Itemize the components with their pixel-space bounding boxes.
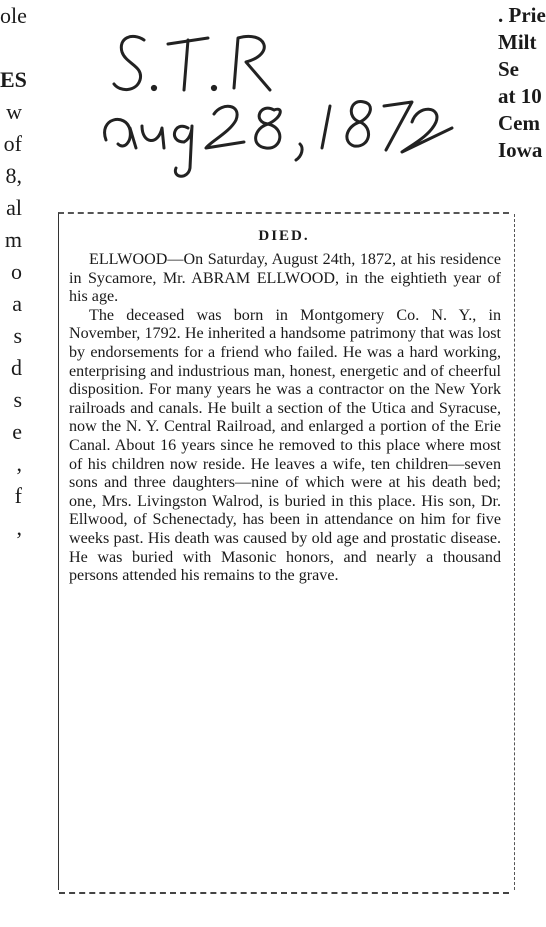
newspaper-clipping	[58, 212, 509, 890]
left-line: e	[12, 419, 22, 444]
clipping-edge	[514, 214, 515, 890]
obituary-text	[69, 251, 501, 586]
left-line: a	[12, 291, 22, 316]
right-line: at 10	[498, 84, 542, 108]
right-line: Cem	[498, 111, 540, 135]
left-line: of	[3, 131, 22, 156]
right-column-fragment	[498, 2, 546, 164]
left-line: ,	[16, 451, 22, 476]
left-line: s	[13, 387, 22, 412]
left-line: d	[11, 355, 22, 380]
left-line: al	[6, 195, 22, 220]
left-line: ,	[16, 515, 22, 540]
right-line: Iowa	[498, 138, 543, 162]
right-line: . Prie	[498, 3, 546, 27]
obituary-paragraph: ELLWOOD—On Saturday, August 24th, 1872, at his residence in Sycamore, Mr. ABRAM ELLWOOD, in the eightieth year of his age.	[69, 251, 501, 306]
right-line: Milt	[498, 30, 537, 54]
left-line: o	[11, 259, 22, 284]
clipping-bottom-edge	[59, 892, 509, 894]
obituary-headline: DIED.	[258, 228, 310, 244]
obituary-paragraph: The deceased was born in Montgomery Co. N. Y., in November, 1792. He inherited a handsome patrimony that was lost by endorsements for a friend who failed. He was a hard working, enterprising and industrious man, honest, energetic and of cheerful disposition. For many years he was a contractor on the New York railroads and canals. He built a section of the Utica and Syracuse, now the N. Y. Central Railroad, and enlarged a portion of the Erie Canal. About 16 years since he removed to this place where most of his children now reside. He leaves a wife, ten children—seven sons and three daughters—nine of which were at his death bed; one, Mrs. Livingston Walrod, is buried in this place. His son, Dr. Ellwood, of Schenectady, has been in attendance on him for five weeks past. His death was caused by old age and prostatic disease. He was buried with Masonic honors, and nearly a thousand persons attended his remains to the grave.	[69, 306, 501, 585]
left-line: w	[6, 99, 22, 124]
left-line: ES	[0, 67, 27, 92]
handwritten-annotation	[96, 18, 456, 198]
left-column-fragment	[0, 0, 27, 544]
left-line: 8,	[5, 163, 22, 188]
left-line: m	[4, 227, 22, 252]
left-line: f	[14, 483, 22, 508]
right-line: Se	[498, 57, 519, 81]
left-line	[0, 32, 24, 64]
left-line: s	[13, 323, 22, 348]
left-line: ole	[0, 3, 27, 28]
